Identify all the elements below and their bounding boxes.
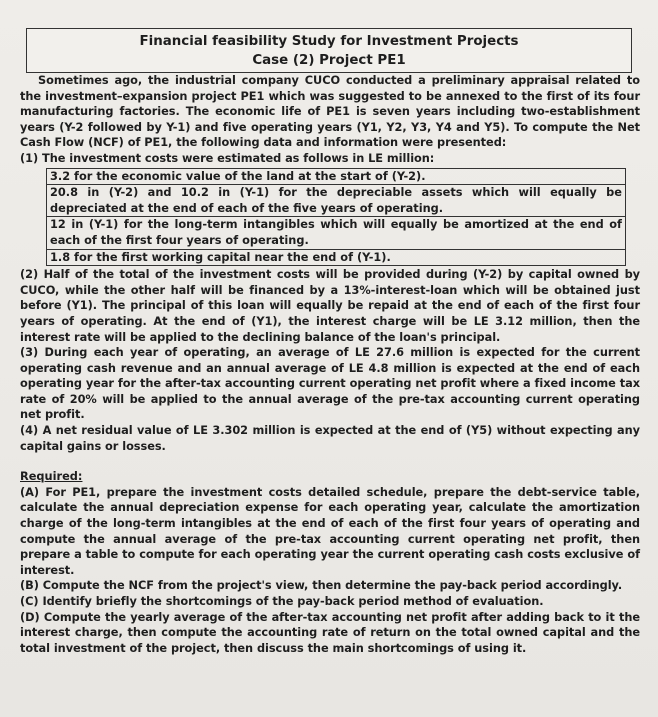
cost-row-land: 3.2 for the economic value of the land at the start of (Y-2).	[47, 168, 626, 185]
required-item-d: (D) Compute the yearly average of the after-tax accounting net profit after adding back to it the interest charge, then compute the accounting rate of return on the total owned capital and the total investment of the project, then discuss the main shortcomings of using it.	[20, 609, 640, 655]
point-2-paragraph: (2) Half of the total of the investment costs will be provided during (Y-2) by capital owned by CUCO, while the other half will be financed by a 13%-interest-loan which will be obtained just before (Y1). The principal of this loan will equally be repaid at the end of each of the first four years of operating. At the end of (Y1), the interest charge will be LE 3.12 million, then the interest rate will be applied to the declining balance of the loan's principal.	[20, 267, 640, 344]
table-row	[47, 185, 626, 217]
table-row	[47, 168, 626, 185]
investment-costs-table	[46, 168, 626, 267]
table-row	[47, 249, 626, 266]
section-spacer	[20, 454, 640, 469]
case-subtitle: Case (2) Project PE1	[252, 53, 406, 68]
cost-row-intangibles: 12 in (Y-1) for the long-term intangibles which will equally be amortized at the end of each of the first four years of operating.	[47, 217, 626, 249]
title-box	[26, 28, 632, 73]
required-item-a: (A) For PE1, prepare the investment costs detailed schedule, prepare the debt-service table, calculate the annual depreciation expense for each operating year, calculate the amortization charge of the long-term intangibles at the end of each of the first four years of operating and compute the annual average of the pre-tax accounting current operating net profit, then prepare a table to compute for each operating year the current operating cash costs exclusive of interest.	[20, 484, 640, 577]
required-item-c: (C) Identify briefly the shortcomings of the pay-back period method of evaluation.	[20, 594, 544, 608]
document-title: Financial feasibility Study for Investment Projects	[139, 34, 519, 49]
point-1-heading: (1) The investment costs were estimated as follows in LE million:	[20, 150, 435, 165]
cost-row-working-capital: 1.8 for the first working capital near the end of (Y-1).	[47, 249, 626, 266]
required-heading: Required:	[20, 469, 83, 484]
required-item-b: (B) Compute the NCF from the project's view, then determine the pay-back period accordingly.	[20, 578, 623, 593]
cost-row-depreciable-assets: 20.8 in (Y-2) and 10.2 in (Y-1) for the depreciable assets which will equally be depreciated at the end of each of the five years of operating.	[47, 185, 626, 217]
point-4-paragraph: (4) A net residual value of LE 3.302 million is expected at the end of (Y5) without expecting any capital gains or losses.	[20, 423, 640, 453]
point-3-paragraph: (3) During each year of operating, an average of LE 27.6 million is expected for the current operating cash revenue and an annual average of LE 4.8 million is expected at the end of each operating year for the after-tax accounting current operating net profit where a fixed income tax rate of 20% will be applied to the annual average of the pre-tax accounting current operating net profit.	[20, 345, 640, 422]
intro-paragraph: Sometimes ago, the industrial company CUCO conducted a preliminary appraisal related to the investment–expansion project PE1 which was suggested to be annexed to the first of its four manufacturing factories. The economic life of PE1 is seven years including two-establishment years (Y-2 followed by Y-1) and five operating years (Y1, Y2, Y3, Y4 and Y5). To compute the Net Cash Flow (NCF) of PE1, the following data and information were presented:	[20, 73, 640, 150]
table-row	[47, 217, 626, 249]
